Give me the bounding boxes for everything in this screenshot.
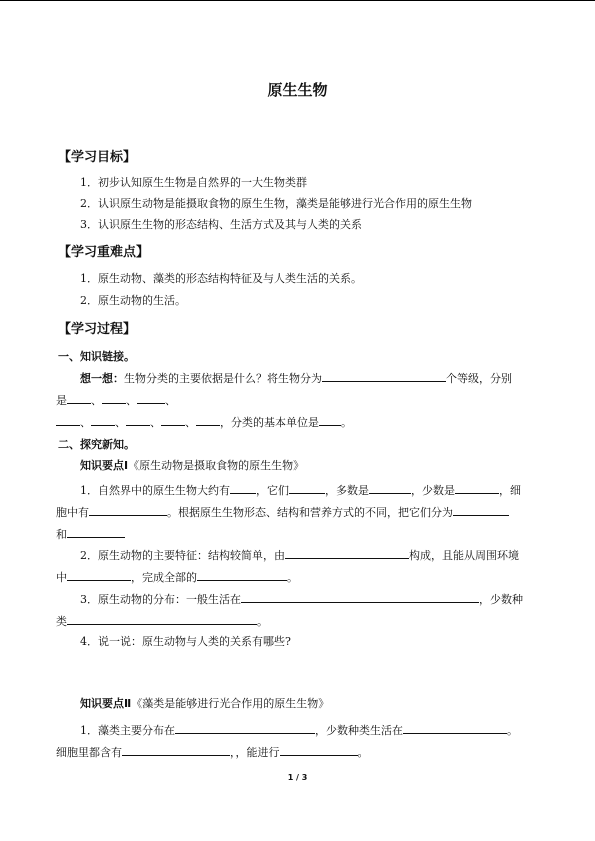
blank-q2-activities[interactable] — [197, 569, 287, 581]
blank-q1-they[interactable] — [289, 482, 325, 494]
keypoints-heading: 【学习重难点】 — [58, 245, 150, 260]
part2-heading: 二、探究新知。 — [58, 438, 135, 451]
blank-q3-habitat[interactable] — [241, 591, 479, 603]
algae-line-1: 1．藻类主要分布在 ，少数种类生活在 。 — [80, 724, 518, 737]
blank-algae-contains[interactable] — [122, 744, 230, 756]
blank-level[interactable] — [196, 414, 220, 426]
goal-item-3: 3．认识原生生物的形态结构、生活方式及其与人类的关系 — [80, 218, 362, 231]
blank-level[interactable] — [56, 414, 80, 426]
algae-line-2: 细胞里都含有 ，，能进行 。 — [56, 746, 369, 759]
page-top-rule — [0, 0, 595, 1]
levels-line-1: 是 、 、 、 — [56, 394, 176, 407]
blank-algae-process[interactable] — [280, 744, 358, 756]
q2-line-2: 中 ，完成全部的 。 — [56, 571, 298, 584]
keypoint-item-1: 1．原生动物、藻类的形态结构特征及与人类生活的关系。 — [80, 272, 362, 285]
point1-heading: 知识要点Ⅰ《原生动物是摄取食物的原生生物》 — [80, 459, 305, 472]
q1-line-3: 和 — [56, 526, 125, 542]
keypoint-item-2: 2．原生动物的生活。 — [80, 294, 186, 307]
q2-line-1: 2．原生动物的主要特征：结构较简单，由 构成，且能从周围环境 — [80, 549, 519, 562]
think-question-line: 想一想：生物分类的主要依据是什么？将生物分为 个等级，分别 — [80, 372, 512, 385]
blank-levels-count[interactable] — [322, 370, 446, 382]
blank-level[interactable] — [102, 392, 126, 404]
goals-heading: 【学习目标】 — [58, 150, 137, 165]
blank-level[interactable] — [67, 392, 91, 404]
q1-line-2: 胞中有 。根据原生生物形态、结构和营养方式的不同，把它们分为 — [56, 504, 509, 520]
page-number: 1 / 3 — [287, 773, 308, 782]
blank-level[interactable] — [137, 392, 165, 404]
q4-line: 4．说一说：原生动物与人类的关系有哪些? — [80, 635, 291, 648]
blank-q2-composition[interactable] — [285, 547, 409, 559]
blank-q2-obtain[interactable] — [67, 569, 131, 581]
q3-line-1: 3．原生动物的分布：一般生活在 ，少数种 — [80, 593, 523, 606]
goal-item-2: 2．认识原生动物是能摄取食物的原生生物，藻类是能够进行光合作用的原生生物 — [80, 197, 472, 210]
goal-item-1: 1．初步认知原生生物是自然界的一大生物类群 — [80, 176, 307, 189]
part1-heading: 一、知识链接。 — [58, 350, 135, 363]
blank-algae-distribution[interactable] — [175, 722, 315, 734]
process-heading: 【学习过程】 — [58, 322, 137, 337]
blank-q3-few[interactable] — [67, 613, 257, 625]
blank-q1-group-b[interactable] — [67, 526, 125, 538]
blank-q1-group-a[interactable] — [453, 504, 509, 516]
blank-q1-most[interactable] — [369, 482, 411, 494]
blank-level[interactable] — [126, 414, 150, 426]
levels-line-2: 、 、 、 、 ，分类的基本单位是 。 — [56, 414, 352, 430]
q1-line-1: 1．自然界中的原生生物大约有 ，它们 ，多数是 ，少数是 ，细 — [80, 484, 521, 497]
blank-basic-unit[interactable] — [319, 414, 341, 426]
blank-q1-count[interactable] — [230, 482, 256, 494]
point2-heading: 知识要点Ⅱ《藻类是能够进行光合作用的原生生物》 — [80, 697, 330, 710]
blank-level[interactable] — [161, 414, 185, 426]
blank-level[interactable] — [91, 414, 115, 426]
q3-line-2: 类 。 — [56, 615, 268, 628]
blank-algae-few[interactable] — [403, 722, 507, 734]
blank-q1-few[interactable] — [455, 482, 499, 494]
think-label: 想一想： — [80, 372, 124, 385]
blank-q1-cell[interactable] — [89, 504, 167, 516]
page-title: 原生生物 — [267, 81, 328, 99]
